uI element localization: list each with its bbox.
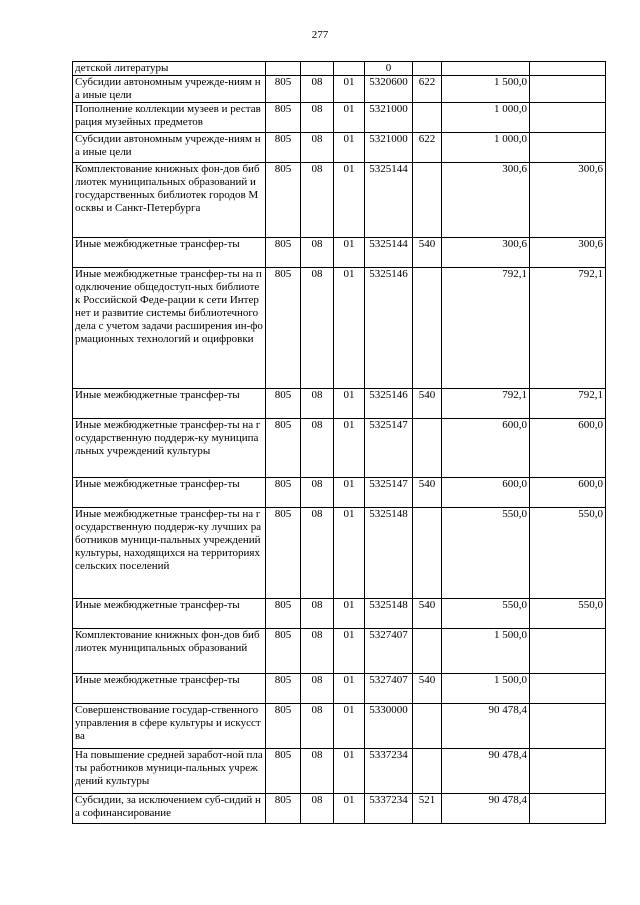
amount-federal: 300,6 (530, 163, 606, 238)
target-article-code: 5321000 (365, 103, 413, 133)
subsection-code: 01 (334, 794, 365, 824)
expense-type-code (413, 704, 442, 749)
amount-federal: 550,0 (530, 508, 606, 599)
target-article-code: 5337234 (365, 749, 413, 794)
target-article-code: 5325147 (365, 419, 413, 478)
ministry-code: 805 (266, 76, 301, 103)
section-code: 08 (301, 268, 334, 389)
section-code: 08 (301, 163, 334, 238)
section-code: 08 (301, 478, 334, 508)
amount-federal: 550,0 (530, 599, 606, 629)
target-article-code: 5325144 (365, 238, 413, 268)
target-article-code: 0 (365, 62, 413, 76)
item-name: Пополнение коллекции музеев и реставрация музейных предметов (73, 103, 266, 133)
amount-federal: 792,1 (530, 268, 606, 389)
item-name: Иные межбюджетные трансфер-ты (73, 478, 266, 508)
item-name: Иные межбюджетные трансфер-ты (73, 389, 266, 419)
section-code: 08 (301, 103, 334, 133)
target-article-code: 5321000 (365, 133, 413, 163)
item-name: Иные межбюджетные трансфер-ты (73, 599, 266, 629)
amount-total: 90 478,4 (442, 749, 530, 794)
target-article-code: 5325147 (365, 478, 413, 508)
expense-type-code: 540 (413, 389, 442, 419)
amount-total: 300,6 (442, 163, 530, 238)
section-code (301, 62, 334, 76)
target-article-code: 5327407 (365, 629, 413, 674)
amount-total: 550,0 (442, 599, 530, 629)
ministry-code: 805 (266, 599, 301, 629)
target-article-code: 5320600 (365, 76, 413, 103)
amount-federal (530, 674, 606, 704)
table-row (73, 389, 606, 419)
ministry-code: 805 (266, 268, 301, 389)
subsection-code: 01 (334, 133, 365, 163)
item-name: Иные межбюджетные трансфер-ты (73, 238, 266, 268)
expense-type-code (413, 103, 442, 133)
table-row (73, 599, 606, 629)
expense-type-code (413, 419, 442, 478)
table-row (73, 419, 606, 478)
subsection-code: 01 (334, 103, 365, 133)
amount-total: 1 500,0 (442, 76, 530, 103)
expense-type-code (413, 508, 442, 599)
amount-total: 1 500,0 (442, 674, 530, 704)
table-row (73, 163, 606, 238)
subsection-code: 01 (334, 508, 365, 599)
amount-federal (530, 62, 606, 76)
table-row (73, 268, 606, 389)
amount-total: 600,0 (442, 478, 530, 508)
amount-total: 90 478,4 (442, 704, 530, 749)
amount-federal (530, 749, 606, 794)
item-name: детской литературы (73, 62, 266, 76)
expense-type-code (413, 163, 442, 238)
target-article-code: 5337234 (365, 794, 413, 824)
expense-type-code: 540 (413, 238, 442, 268)
target-article-code: 5327407 (365, 674, 413, 704)
budget-table (72, 61, 606, 824)
section-code: 08 (301, 794, 334, 824)
amount-total: 600,0 (442, 419, 530, 478)
table-row (73, 133, 606, 163)
amount-federal (530, 103, 606, 133)
ministry-code: 805 (266, 674, 301, 704)
section-code: 08 (301, 674, 334, 704)
subsection-code: 01 (334, 478, 365, 508)
item-name: Совершенствование государ-ственного управления в сфере культуры и искусства (73, 704, 266, 749)
amount-federal: 792,1 (530, 389, 606, 419)
expense-type-code: 521 (413, 794, 442, 824)
amount-total: 1 000,0 (442, 133, 530, 163)
table-row (73, 674, 606, 704)
expense-type-code (413, 749, 442, 794)
item-name: Субсидии автономным учрежде-ниям на иные цели (73, 133, 266, 163)
item-name: Иные межбюджетные трансфер-ты на подключение общедоступ-ных библиотек Российской Феде-рации к сети Интернет и развитие системы библиотечного дела с учетом задачи расширения ин-формационных технологий и оцифровки (73, 268, 266, 389)
table-row (73, 103, 606, 133)
section-code: 08 (301, 389, 334, 419)
section-code: 08 (301, 749, 334, 794)
amount-federal (530, 794, 606, 824)
amount-total: 300,6 (442, 238, 530, 268)
target-article-code: 5330000 (365, 704, 413, 749)
subsection-code: 01 (334, 76, 365, 103)
amount-total (442, 62, 530, 76)
ministry-code: 805 (266, 419, 301, 478)
ministry-code: 805 (266, 749, 301, 794)
target-article-code: 5325146 (365, 389, 413, 419)
target-article-code: 5325144 (365, 163, 413, 238)
subsection-code: 01 (334, 238, 365, 268)
table-row (73, 704, 606, 749)
ministry-code: 805 (266, 704, 301, 749)
expense-type-code (413, 629, 442, 674)
amount-federal (530, 133, 606, 163)
expense-type-code: 540 (413, 599, 442, 629)
section-code: 08 (301, 704, 334, 749)
amount-total: 1 000,0 (442, 103, 530, 133)
amount-total: 792,1 (442, 268, 530, 389)
section-code: 08 (301, 629, 334, 674)
amount-federal: 600,0 (530, 419, 606, 478)
ministry-code: 805 (266, 478, 301, 508)
amount-federal (530, 76, 606, 103)
amount-federal (530, 629, 606, 674)
expense-type-code (413, 62, 442, 76)
table-row (73, 749, 606, 794)
subsection-code: 01 (334, 163, 365, 238)
subsection-code: 01 (334, 268, 365, 389)
ministry-code: 805 (266, 629, 301, 674)
amount-federal: 300,6 (530, 238, 606, 268)
subsection-code: 01 (334, 419, 365, 478)
table-body (73, 62, 606, 824)
amount-total: 90 478,4 (442, 794, 530, 824)
item-name: Субсидии, за исключением суб-сидий на софинансирование (73, 794, 266, 824)
subsection-code: 01 (334, 674, 365, 704)
table-row (73, 794, 606, 824)
ministry-code: 805 (266, 389, 301, 419)
ministry-code (266, 62, 301, 76)
amount-federal (530, 704, 606, 749)
ministry-code: 805 (266, 238, 301, 268)
amount-total: 550,0 (442, 508, 530, 599)
ministry-code: 805 (266, 163, 301, 238)
table-row (73, 629, 606, 674)
table-row (73, 508, 606, 599)
ministry-code: 805 (266, 103, 301, 133)
item-name: Иные межбюджетные трансфер-ты на государственную поддерж-ку муниципальных учреждений культуры (73, 419, 266, 478)
expense-type-code (413, 268, 442, 389)
item-name: Комплектование книжных фон-дов библиотек муниципальных образований (73, 629, 266, 674)
section-code: 08 (301, 599, 334, 629)
expense-type-code: 540 (413, 674, 442, 704)
target-article-code: 5325148 (365, 508, 413, 599)
subsection-code: 01 (334, 629, 365, 674)
expense-type-code: 540 (413, 478, 442, 508)
subsection-code (334, 62, 365, 76)
expense-type-code: 622 (413, 76, 442, 103)
subsection-code: 01 (334, 749, 365, 794)
table-row (73, 478, 606, 508)
amount-federal: 600,0 (530, 478, 606, 508)
section-code: 08 (301, 238, 334, 268)
ministry-code: 805 (266, 794, 301, 824)
amount-total: 1 500,0 (442, 629, 530, 674)
section-code: 08 (301, 508, 334, 599)
item-name: Иные межбюджетные трансфер-ты на государственную поддерж-ку лучших работников муници-пальных учреждений культуры, находящихся на территориях сельских поселений (73, 508, 266, 599)
item-name: Иные межбюджетные трансфер-ты (73, 674, 266, 704)
section-code: 08 (301, 133, 334, 163)
table-row (73, 238, 606, 268)
page-number: 277 (311, 29, 329, 41)
ministry-code: 805 (266, 508, 301, 599)
target-article-code: 5325146 (365, 268, 413, 389)
amount-total: 792,1 (442, 389, 530, 419)
table-row (73, 62, 606, 76)
item-name: На повышение средней заработ-ной платы работников муници-пальных учреждений культуры (73, 749, 266, 794)
section-code: 08 (301, 419, 334, 478)
table-row (73, 76, 606, 103)
subsection-code: 01 (334, 704, 365, 749)
section-code: 08 (301, 76, 334, 103)
subsection-code: 01 (334, 389, 365, 419)
expense-type-code: 622 (413, 133, 442, 163)
ministry-code: 805 (266, 133, 301, 163)
item-name: Субсидии автономным учрежде-ниям на иные цели (73, 76, 266, 103)
subsection-code: 01 (334, 599, 365, 629)
item-name: Комплектование книжных фон-дов библиотек муниципальных образований и государственных библиотек городов Москвы и Санкт-Петербурга (73, 163, 266, 238)
target-article-code: 5325148 (365, 599, 413, 629)
